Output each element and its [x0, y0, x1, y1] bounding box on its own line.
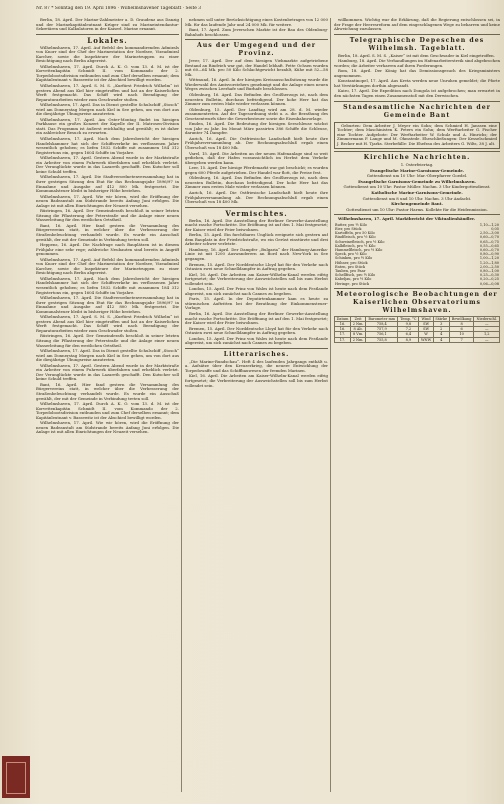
article-paragraph: Oldenburg, 16. April. Das Befinden des Großherzogs ist, nach dem neuesten Bulletin, durchaus befriedigend. Der hohe Herr hat das Zimmer zum ersten Male wieder verlassen können. [185, 175, 328, 190]
section-heading-kirche: Kirchliche Nachrichten. [363, 154, 471, 162]
standesamt-box [334, 122, 500, 150]
price-item: Kabeljau, pro ½ Kilo [335, 277, 372, 282]
column-divider [330, 18, 331, 792]
church-line: Kirchengemeinde Bant. [391, 201, 443, 207]
weather-cell: — [474, 327, 500, 332]
weather-cell: 8 Vm. [351, 332, 366, 337]
weather-cell: 755,8 [366, 337, 398, 342]
article-paragraph: Wilhelmshaven, 17. April. S. M. S. „Kurfürst Friedrich Wilhelm“ ist gestern Abend aus Kiel hier eingetroffen und hat an der Kaiserlichen Werft festgemacht. Das Schiff wird nach Beendigung der Reparaturarbeiten wieder zum Geschwader stoßen. [36, 83, 179, 102]
article-paragraph: Paris, 15. April. In der Deputirtenkammer kam es heute zu stürmischen Auftritten bei der Berathung der Einkommensteuer-Vorlage. [185, 296, 328, 311]
article-paragraph: Wilhelmshaven, 17. April. Gestern Abend wurde in der Marktstraße ein Arbeiter von einem Fuhrwerk überfahren und erheblich verletzt. Der Verunglückte wurde in das Lazareth geschafft. Den Kutscher soll keine Schuld treffen. [36, 362, 179, 382]
weather-cell: 17. [335, 337, 351, 342]
weather-cell: 9,8 [398, 322, 419, 327]
weather-cell: 8 Ab. [351, 327, 366, 332]
article-paragraph: Oldenburg, 15. April. Der Landtag wird am 28. d. M. wieder zusammentreten. Auf der Tagesordnung steht u. a. die Berathung des Gesetzentwurfs über die Gewerbesteuer sowie die Eisenbahnvorlage. [185, 106, 328, 121]
weather-cell: 2 Nm. [351, 322, 366, 327]
price-item: Enten, pro Stück [335, 264, 366, 269]
article-paragraph: Wilhelmshaven, 17. April. Auf Befehl des kommandirenden Admirals von Knorr sind der Chef der Marinestation der Nordsee, Vizeadmiral Karcher, sowie die Inspekteure der Marinetruppen zu einer Besichtigung nach Berlin abgereist. [36, 256, 179, 276]
article-paragraph: Wilhelmshaven, 17. April. Wie wir hören, wird die Eröffnung der neuen Badeanstalt am Südstrande bereits Anfang Juni erfolgen. Die Anlage ist mit allen Einrichtungen der Neuzeit versehen. [36, 193, 179, 208]
divider [334, 288, 500, 289]
price-value: 1,00—1,20 [479, 256, 499, 261]
weather-cell: 2 [433, 327, 449, 332]
price-value: 0,80—1,00 [479, 269, 499, 273]
article-paragraph: Jever, 17. April. Der auf dem hiesigen Viehmarkte aufgetriebene Bestand an Rindvieh war gut, der Handel lebhaft. Fette Ochsen wurden mit 60—64 Mk. pro 50 Kilo Schlachtgewicht bezahlt, Kühe mit 52—58 Mk. [185, 58, 328, 77]
article-paragraph: Bant, 16. April. Hier fand gestern die Versammlung des Bürgervereins statt, in welcher über die Verbesserung der Straßenbeleuchtung verhandelt wurde. Es wurde ein Ausschuß gewählt, der mit der Gemeinde in Verbindung treten soll. [36, 222, 179, 242]
weather-header-cell: Datum [335, 316, 351, 321]
article-paragraph: Geburten: Dem Arbeiter J. Meyer ein Sohn; dem Schmied H. Janssen eine Tochter; dem Maschinisten K. Peters ein Sohn; dem Werftarbeiter G. Fischer eine Tochter. Aufgebote: Der Werftarbeiter W. Schulz und A. Hinrichs; der Zimmermann F. Lange und M. Ohmstede. Eheschließungen: Der Kesselschmied J. Becker mit H. Tjarks. Sterbefälle: Die Ehefrau des Arbeiters G. Wilts, 38 J. alt. [337, 122, 497, 146]
article-paragraph: Wilhelmshaven, 17. April. Das in Dienst gestellte Schulschiff „Stosch“ wird am Donnerstag Morgen nach Kiel in See gehen, um von dort aus die diesjährige Übungsreise anzutreten. [36, 348, 179, 363]
weather-cell: 16. [335, 327, 351, 332]
price-item: Speck, pro ½ Kilo [335, 252, 367, 257]
price-item: Hühner, pro Stück [335, 260, 368, 265]
page-header: Nr. 87 * Sonntag den 19. April 1896 · Wilhelmshavener Tageblatt · Seite 3 [36, 6, 202, 11]
article-paragraph: Bant, 17. April. Zum Jeverschen Markte ist der Bau des Oldenburg-Bahnhofs beschlossen. [185, 27, 328, 37]
weather-cell: 6,4 [398, 332, 419, 337]
article-paragraph: Wittmund, 16. April. In der hiesigen Kreisausschußsitzung wurde die Wiederwahl des Amtsvorstehers genehmigt und die Anlage eines neuen Weges zwischen Leerhafe und Burhafe beschlossen. [185, 77, 328, 92]
market-title: Wilhelmshaven, 17. April. Marktbericht der Viktualienhändler. [338, 216, 476, 222]
article-paragraph: willkommen. Wichtig war die Erklärung, daß die Regierung entschlossen sei, in der Frage der Heeresreform auf dem eingeschlagenen Wege zu beharren und keine Abweichung zuzulassen. [334, 18, 500, 32]
price-row [334, 282, 500, 286]
weather-cell: 3 [433, 322, 449, 327]
column-left [36, 18, 179, 792]
weather-header-cell: Stärke [433, 316, 449, 321]
weather-cell: 758,4 [366, 322, 398, 327]
article-paragraph: Wilhelmshaven, 17. April. Die Stadtverordnetenversammlung hat in ihrer gestrigen Sitzung den Etat für das Rechnungsjahr 1896/97 in Einnahme und Ausgabe auf 412 800 Mk. festgesetzt. Die Kommunalsteuer bleibt in bisheriger Höhe bestehen. [36, 295, 179, 314]
price-value: 0,20—0,25 [479, 277, 499, 282]
section-heading-umgegend: Aus der Umgegend und der Provinz. [196, 42, 317, 58]
article-paragraph: Heppens, 16. April. Die Nachfrage nach Bauplätzen ist in diesem Frühjahr eine sehr rege; zahlreiche Neubauten sind bereits in Angriff genommen. [36, 242, 179, 257]
price-item: Schinken, pro ½ Kilo [335, 256, 373, 261]
section-heading-wetter: Meteorologische Beobachtungen der Kaiserlichen Observatoriums Wilhelmshaven. [336, 290, 498, 314]
article-paragraph: Wilhelmshaven, 17. April. Durch A. K. O. vom 13. d. M. ist der Korvettenkapitän Schmidt II. vom Kommando der 2. Torpedobootsdivision entbunden und zum Chef derselben ernannt; dem Kapitänleutnant v. Bassewitz ist der Abschied bewilligt worden. [36, 63, 179, 83]
article-paragraph: Aurich, 16. April. Die Ostfriesische Landschaft hielt heute ihre Frühjahrsversammlung ab. Der Rechnungsabschluß ergab einen Überschuß von 18 400 Mk. [185, 135, 328, 151]
price-item: Heringe, pro Stück [335, 281, 369, 286]
article-paragraph: Wilhelmshaven, 17. April. Nach dem Jahresbericht der hiesigen Handelskammer hat sich der Schiffsverkehr im verflossenen Jahre wesentlich gehoben; es liefen 1832 Schiffe mit zusammen 184 312 Registertons ein, gegen 1604 Schiffe im Vorjahre. [36, 275, 179, 295]
divider [185, 39, 328, 40]
article-paragraph: Wilhelmshaven, 17. April. Durch A. K. O. vom 13. d. M. ist der Korvettenkapitän Schmidt II. vom Kommando der 2. Torpedobootsdivision entbunden und zum Chef derselben ernannt; dem Kapitänleutnant v. Bassewitz ist der Abschied bewilligt worden. [36, 401, 179, 420]
weather-header-cell: Barometer mm [366, 316, 398, 321]
article-paragraph: Emden, 16. April. Die Bedeutung der hiesigen Seeschleuse wächst von Jahr zu Jahr. Im Monat März passirten 386 Schiffe die Schleuse, darunter 74 Dampfer. [185, 121, 328, 136]
article-paragraph: Oldenburg, 16. April. Das Befinden des Großherzogs ist, nach dem neuesten Bulletin, durchaus befriedigend. Der hohe Herr hat das Zimmer zum ersten Male wieder verlassen können. [185, 92, 328, 107]
weather-cell: 757,9 [366, 327, 398, 332]
article-paragraph: Wilhelmshaven, 17. April. Am Oster-Montag findet im hiesigen Parkhause ein großes Konzert der Kapelle der II. Matrosen-Division statt. Das Programm ist äußerst reichhaltig und gewählt; es ist daher ein zahlreicher Besuch zu erwarten. [36, 116, 179, 136]
price-item: Kartoffeln, pro 50 Kilo [335, 231, 375, 236]
price-item: Kalbfleisch, pro ½ Kilo [335, 243, 376, 248]
library-stamp [2, 756, 30, 798]
church-line: Gottesdienst um 10 Uhr: Mar.-Oberpfarrer Goedel. [366, 173, 468, 179]
article-paragraph: Berlin, 18. April. S. M. S. „Kaiser“ ist mit dem Geschwader in Kiel eingetroffen. [338, 52, 495, 58]
weather-header-cell: Bewölkung [449, 316, 474, 321]
divider [334, 151, 500, 152]
article-paragraph: Wilhelmshaven, 17. April. Wie wir hören, wird die Eröffnung der neuen Badeanstalt am Südstrande bereits Anfang Juni erfolgen. Die Anlage ist mit allen Einrichtungen der Neuzeit versehen. [36, 420, 179, 435]
weather-cell: 1,2 [474, 332, 500, 337]
price-item: Tauben, pro Paar [335, 269, 366, 273]
weather-cell: 10 [449, 332, 474, 337]
article-paragraph: Kiel, 16. April. Die Arbeiten am Kaiser-Wilhelm-Kanal werden eifrig fortgesetzt; die Verbreiterung der Ausweichstellen soll bis zum Herbst vollendet sein. [185, 373, 328, 388]
article-paragraph: Bremen, 15. April. Der Norddeutsche Lloyd hat für den Verkehr nach Ostasien zwei neue Schnelldampfer in Auftrag gegeben. [185, 261, 328, 272]
divider [36, 34, 179, 35]
article-paragraph: Wilhelmshaven, 17. April. Nach dem Jahresbericht der hiesigen Handelskammer hat sich der Schiffsverkehr im verflossenen Jahre wesentlich gehoben; es liefen 1832 Schiffe mit zusammen 184 312 Registertons ein, gegen 1604 Schiffe im Vorjahre. [36, 136, 179, 155]
weather-cell: 7,2 [398, 327, 419, 332]
weather-table [334, 316, 500, 343]
price-value: 0,60—0,70 [479, 235, 499, 240]
weather-cell: 4 [433, 332, 449, 337]
section-heading-litterarisches: Litterarisches. [223, 350, 290, 358]
weather-cell: — [474, 337, 500, 342]
article-paragraph: Hamburg, 16. April. Der Dampfer „Bulgaria“ der Hamburg-Amerika-Linie ist mit 1200 Auswanderern an Bord nach New-York in See gegangen. [185, 246, 328, 261]
weather-header-cell: Niederschl. [474, 316, 500, 321]
divider [185, 348, 328, 349]
price-value: 0,06—0,08 [479, 281, 499, 286]
column-right [334, 18, 500, 792]
church-line: 1. Osterfeiertag. [400, 162, 434, 168]
weather-cell: WNW [419, 337, 433, 342]
article-paragraph: Varel, 15. April. Die Arbeiten an der neuen Hafenanlage sind so weit gediehen, daß der Hafen voraussichtlich im Herbst dem Verkehr übergeben werden kann. [185, 150, 328, 165]
article-paragraph: Berlin, 16. April. Die Ausstellung der Berliner Gewerbe-Ausstellung macht rasche Fortschritte. Die Eröffnung ist auf den 1. Mai festgesetzt; der Kaiser wird der Feier beiwohnen. [185, 310, 328, 326]
price-item: Butter, pro ½ Kilo [335, 222, 367, 227]
divider [334, 34, 500, 35]
divider [334, 101, 500, 102]
divider [334, 214, 500, 215]
weather-cell: 17. [335, 332, 351, 337]
weather-cell: 8,9 [398, 337, 419, 342]
weather-cell: 756,1 [366, 332, 398, 337]
article-paragraph: Bremen, 15. April. Der Norddeutsche Lloyd hat für den Verkehr nach Ostasien zwei neue Schnelldampfer in Auftrag gegeben. [185, 325, 328, 336]
article-paragraph: Wilhelmshaven, 17. April. Auf Befehl des kommandirenden Admirals von Knorr sind der Chef der Marinestation der Nordsee, Vizeadmiral Karcher, sowie die Inspekteure der Marinetruppen zu einer Besichtigung nach Berlin abgereist. [36, 44, 179, 64]
article-paragraph: Berlin, 16. April. Die Ausstellung der Berliner Gewerbe-Ausstellung macht rasche Fortschritte. Die Eröffnung ist auf den 1. Mai festgesetzt; der Kaiser wird der Feier beiwohnen. [185, 217, 328, 232]
article-paragraph: Aurich, 16. April. Die Ostfriesische Landschaft hielt heute ihre Frühjahrsversammlung ab. Der Rechnungsabschluß ergab einen Überschuß von 18 400 Mk. [185, 189, 328, 205]
weather-header-cell: Wind [419, 316, 433, 321]
weather-cell: — [474, 322, 500, 327]
price-value: 0,65—0,75 [479, 239, 499, 244]
article-paragraph: London, 15. April. Der Prinz von Wales ist heute nach dem Festlande abgereist, um sich zunächst nach Cannes zu begeben. [185, 335, 328, 346]
price-item: Hammelfleisch, pro ½ Kilo [335, 247, 383, 252]
price-value: 0,05 [491, 226, 499, 231]
weather-header-cell: Zeit [351, 316, 366, 321]
weather-cell: 6 [449, 327, 474, 332]
price-value: 0,80—0,90 [479, 252, 499, 257]
price-value: 0,60—0,70 [479, 247, 499, 252]
weather-cell: 7 [449, 337, 474, 342]
weather-cell: 8 [449, 322, 474, 327]
divider [185, 207, 328, 208]
weather-cell: 4 [433, 337, 449, 342]
price-value: 1,20—1,80 [479, 260, 499, 265]
price-value: 0,55—0,65 [479, 243, 499, 248]
section-heading-standesamt: Standesamtliche Nachrichten der Gemeinde Bant [343, 103, 491, 119]
article-paragraph: Wilhelmshaven, 17. April. Gestern Abend wurde in der Marktstraße ein Arbeiter von einem Fuhrwerk überfahren und erheblich verletzt. Der Verunglückte wurde in das Lazareth geschafft. Den Kutscher soll keine Schuld treffen. [36, 155, 179, 174]
section-heading-vermischtes: Vermischtes. [225, 208, 288, 218]
church-line: Evangelische Garnisons-Gemeinde zu Wilhelmshaven. [358, 178, 476, 184]
weather-row [335, 337, 500, 342]
article-paragraph: Hamburg, 18. April. Die Verhandlungen im Hafenarbeiterstreik sind abgebrochen worden; die Arbeiter verharren auf ihren Forderungen. [334, 58, 500, 68]
weather-cell: W [419, 332, 433, 337]
section-heading-depeschen: Telegraphische Depeschen des Wilhelmsh. Tageblatt. [349, 36, 485, 52]
price-value: 2,50—3,00 [479, 231, 499, 236]
article-paragraph: Rom, 18. April. Der König hat das Demissionsgesuch des Kriegsministers angenommen. [334, 68, 500, 78]
article-paragraph: Wilhelmshaven, 17. April. S. M. S. „Kurfürst Friedrich Wilhelm“ ist gestern Abend aus Kiel hier eingetroffen und hat an der Kaiserlichen Werft festgemacht. Das Schiff wird nach Beendigung der Reparaturarbeiten wieder zum Geschwader stoßen. [36, 314, 179, 333]
weather-header-cell: Temp. °C [398, 316, 419, 321]
price-table [334, 223, 500, 286]
price-item: Schweinefleisch, pro ½ Kilo [335, 239, 385, 244]
weather-cell: SW [419, 327, 433, 332]
weather-cell: SW [419, 322, 433, 327]
article-paragraph: Kairo, 17. April. Die Expedition nach Dongola ist aufgebrochen; man erwartet in den nächsten Tagen einen Zusammenstoß mit den Derwischen. [334, 88, 500, 99]
church-line: Gottesdienst um 10 Uhr: Pastor Harms. Kollekte für die Heidenmission. [346, 206, 488, 212]
article-paragraph: Konstantinopel, 17. April. Aus Kreta werden neue Unruhen gemeldet; die Pforte hat Verstärkungen dorthin abgesandt. [334, 78, 500, 88]
price-item: Eier, pro Stück [335, 226, 362, 231]
weather-cell: 2 Nm. [351, 337, 366, 342]
church-line: Gottesdienst um 10 Uhr: Pastor Müller. Nachm. 3 Uhr Kindergottesdienst. [343, 184, 491, 190]
article-paragraph: Bant, 16. April. Hier fand gestern die Versammlung des Bürgervereins statt, in welcher über die Verbesserung der Straßenbeleuchtung verhandelt wurde. Es wurde ein Ausschuß gewählt, der mit der Gemeinde in Verbindung treten soll. [36, 381, 179, 401]
article-paragraph: Berlin, 15. April. Ein furchtbares Unglück ereignete sich gestern auf dem Bauplatz in der Friedrichstraße, wo ein Gerüst einstürzte und drei Arbeiter schwer verletzte. [185, 232, 328, 247]
article-paragraph: Rüstringen, 16. April. Der Gemeinderath beschloß in seiner letzten Sitzung die Pflasterung der Peterstraße und die Anlage einer neuen Wasserleitung für den westlichen Ortstheil. [36, 208, 179, 223]
price-item: Schellfisch, pro ½ Kilo [335, 273, 376, 278]
column-middle [185, 18, 328, 792]
price-item: Rindfleisch, pro ½ Kilo [335, 235, 376, 240]
article-paragraph: Wilhelmshaven, 17. April. Die Stadtverordnetenversammlung hat in ihrer gestrigen Sitzung den Etat für das Rechnungsjahr 1896/97 in Einnahme und Ausgabe auf 412 800 Mk. festgesetzt. Die Kommunalsteuer bleibt in bisheriger Höhe bestehen. [36, 174, 179, 194]
column-divider [181, 18, 182, 792]
article-paragraph: Rüstringen, 16. April. Der Gemeinderath beschloß in seiner letzten Sitzung die Pflasterung der Peterstraße und die Anlage einer neuen Wasserleitung für den westlichen Ortstheil. [36, 333, 179, 348]
price-value: 2,00—2,50 [479, 264, 499, 269]
church-line: Gottesdienst um 8 und 10 Uhr. Nachm. 3 Uhr Andacht. [362, 195, 472, 201]
article-paragraph: London, 15. April. Der Prinz von Wales ist heute nach dem Festlande abgereist, um sich zunächst nach Cannes zu begeben. [185, 286, 328, 296]
price-value: 0,25—0,30 [479, 273, 499, 278]
church-line: Katholische Marine-Garnisons-Gemeinde. [371, 190, 463, 196]
article-paragraph: Kiel, 16. April. Die Arbeiten am Kaiser-Wilhelm-Kanal werden eifrig fortgesetzt; die Verbreiterung der Ausweichstellen soll bis zum Herbst vollendet sein. [185, 271, 328, 286]
article-paragraph: Wilhelmshaven, 17. April. Das in Dienst gestellte Schulschiff „Stosch“ wird am Donnerstag Morgen nach Kiel in See gehen, um von dort aus die diesjährige Übungsreise anzutreten. [36, 102, 179, 117]
church-line: Evangelische Marine-Garnisons-Gemeinde. [369, 167, 465, 173]
section-heading-lokales: Lokales. [87, 35, 128, 45]
article-paragraph: Berlin, 18. April. Der Marine-Zahlmeister a. D. Graudenz aus Danzig und der Marinekapitänleutnant Krüger sind zu Marineintendantur-Sekretären und Kalkulatoren in der Kaiserl. Marine ernannt. [36, 18, 179, 32]
article-paragraph: nehmen soll unter Berücksichtigung eines Kostenbetrages von 12 000 Mk. für das laufende Jahr und 24 000 Mk. für weitere. [185, 18, 328, 27]
article-paragraph: „Die Marine-Rundschau“. Heft 4 des laufenden Jahrgangs enthält u. a. Aufsätze über den Kreuzerkrieg, die neuere Entwicklung der Torpedowaffe und das Schiffbauwesen der fremden Marinen. [185, 358, 328, 373]
article-paragraph: Leer, 15. April. Der hiesige Pferdemarkt war gut beschickt; es wurden gegen 600 Pferde aufgetrieben. Der Handel war flott, die Preise fest. [185, 165, 328, 175]
price-value: 1,10—1,20 [479, 222, 499, 227]
weather-cell: 16. [335, 322, 351, 327]
